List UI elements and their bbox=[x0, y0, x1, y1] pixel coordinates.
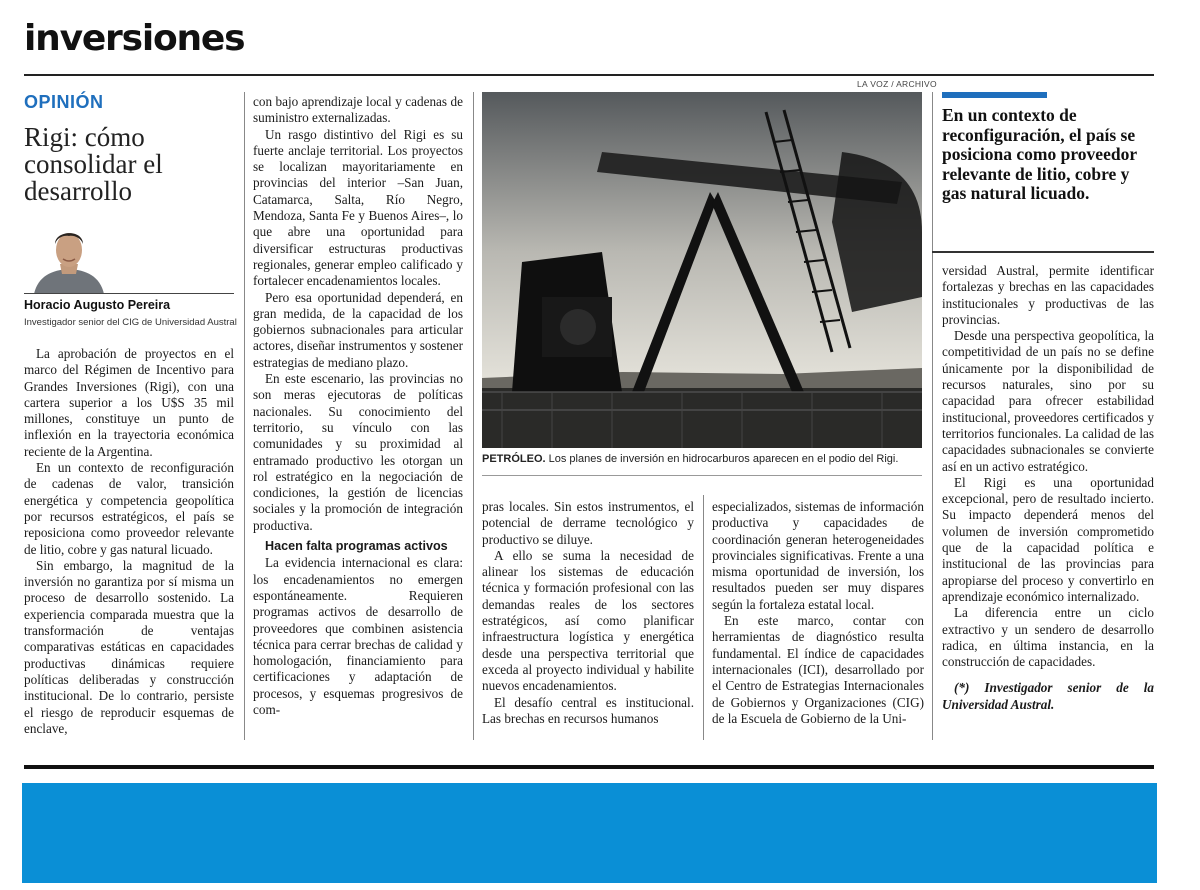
paragraph: En este marco, contar con herramientas de diagnóstico resulta fundamental. El índice de capacidades internacionales (ICI), desarrollado por el Centro de Estrategias Internacionales de Gobiernos y Organizaciones (CIG) de la Escuela de Gobierno de la Uni- bbox=[712, 613, 924, 726]
pullquote: En un contexto de reconfiguración, el país se posiciona como proveedor relevante de litio, cobre y gas natural licuado. bbox=[942, 105, 1137, 203]
paragraph: versidad Austral, permite identificar fortalezas y brechas en las capacidades institucionales y productivas de las provincias. bbox=[942, 263, 1154, 327]
paragraph: Un rasgo distintivo del Rigi es su fuerte anclaje territorial. Los proyectos se localizan mayoritariamente en provincias del interior –San Juan, Catamarca, Salta, Río Negro, Mendoza, Santa Fe y Buenos Aires–, lo que abre una oportunidad para diversificar estructuras productivas regionales, generar empleo calificado y fortalecer encadenamientos locales. bbox=[253, 126, 463, 289]
author-divider bbox=[24, 293, 234, 294]
author-photo bbox=[24, 214, 114, 294]
paragraph: Desde una perspectiva geopolítica, la competitividad de un país no se define únicamente por la disponibilidad de recursos naturales, sino por su capacidad para ofrecer estabilidad institucional, proveedores certificados y territorios funcionales. La calidad de las capacidades subnacionales se convierte así en un activo estratégico. bbox=[942, 328, 1154, 474]
author-role: Investigador senior del CIG de Universidad Austral bbox=[24, 317, 237, 328]
caption-label: PETRÓLEO. bbox=[482, 453, 546, 465]
subheading: Hacen falta programas activos bbox=[265, 539, 448, 554]
article-column-5 bbox=[942, 263, 1154, 713]
paragraph: La diferencia entre un ciclo extractivo y un sendero de desarrollo radica, en última instancia, en la construcción de capacidades. bbox=[942, 605, 1154, 670]
paragraph: Sin embargo, la magnitud de la inversión no garantiza por sí misma un proceso de desarrollo sostenido. La experiencia comparada muestra que la transformación de ventajas comparativas estáticas en capacidades productivas dinámicas requiere políticas deliberadas y construcción institucional. De lo contrario, persiste el riesgo de reproducir esquemas de enclave, bbox=[24, 557, 234, 736]
oil-pumpjack-photo bbox=[482, 92, 922, 448]
photo-caption bbox=[482, 453, 922, 465]
section-title: inversiones bbox=[24, 18, 245, 59]
paragraph: En un contexto de reconfiguración de cadenas de valor, transición energética y competencia geopolítica por recursos estratégicos, el país se reposiciona como proveedor relevante de litio, cobre y gas natural licuado. bbox=[24, 460, 234, 557]
paragraph: La aprobación de proyectos en el marco del Régimen de Incentivo para Grandes Inversiones (Rigi), con una cartera superior a los U$S 35 mil millones, constituye un punto de inflexión en la trayectoria económica reciente de la Argentina. bbox=[24, 346, 234, 459]
column-divider bbox=[244, 92, 245, 740]
advertisement-band bbox=[22, 783, 1157, 883]
article-column-1 bbox=[24, 346, 234, 737]
kicker-label: OPINIÓN bbox=[24, 92, 104, 112]
caption-text: Los planes de inversión en hidrocarburos aparecen en el podio del Rigi. bbox=[545, 453, 899, 465]
paragraph: La evidencia internacional es clara: los encadenamientos no emergen espontáneamente. Requieren programas activos de desarrollo de proveedores que combinen asistencia técnica para cerrar brechas de calidad y homologación, financiamiento para certificaciones y adaptación de procesos, y esquemas progresivos de com- bbox=[253, 555, 463, 717]
bottom-divider bbox=[24, 765, 1154, 769]
paragraph: pras locales. Sin estos instrumentos, el potencial de derrame tecnológico y productivo se diluye. bbox=[482, 499, 694, 547]
top-divider bbox=[24, 74, 1154, 76]
author-footnote: (*) Investigador senior de la Universidad Austral. bbox=[942, 680, 1154, 712]
author-name: Horacio Augusto Pereira bbox=[24, 298, 171, 312]
paragraph: especializados, sistemas de información productiva y capacidades de coordinación generan heterogeneidades provinciales significativas. Frente a una misma oportunidad de inversión, los resultados pueden ser muy dispares según la fortaleza estatal local. bbox=[712, 499, 924, 612]
paragraph: con bajo aprendizaje local y cadenas de suministro externalizadas. bbox=[253, 94, 463, 126]
article-column-4 bbox=[712, 499, 924, 727]
article-headline: Rigi: cómo consolidar el desarrollo bbox=[24, 122, 163, 206]
paragraph: A ello se suma la necesidad de alinear los sistemas de educación técnica y formación profesional con las demandas reales de los sectores estratégicos, así como planificar infraestructura logística y energética desde una perspectiva territorial que exceda al proyecto individual y habilite nuevos encadenamientos. bbox=[482, 547, 694, 694]
column-divider bbox=[932, 92, 933, 740]
column-divider bbox=[473, 92, 474, 740]
paragraph: Pero esa oportunidad dependerá, en gran medida, de la capacidad de los gobiernos subnacionales para articular actores, diseñar instrumentos y sostener estrategias de mediano plazo. bbox=[253, 289, 463, 370]
paragraph: El desafío central es institucional. Las brechas en recursos humanos bbox=[482, 694, 694, 726]
pullquote-accent-bar bbox=[942, 92, 1047, 98]
article-column-2 bbox=[253, 94, 463, 718]
pullquote-divider bbox=[932, 251, 1154, 253]
caption-divider bbox=[482, 475, 922, 476]
paragraph: En este escenario, las provincias no son meras ejecutoras de políticas nacionales. Su conocimiento del territorio, su vínculo con las comunidades y su proximidad al entramado productivo les otorgan un rol estratégico en la negociación de condiciones, la gestión de licencias sociales y la promoción de integración productiva. bbox=[253, 371, 463, 533]
column-divider bbox=[703, 495, 704, 740]
photo-credit: LA VOZ / ARCHIVO bbox=[857, 79, 937, 89]
article-column-3 bbox=[482, 499, 694, 727]
paragraph: El Rigi es una oportunidad excepcional, pero de resultado incierto. Su impacto dependerá menos del volumen de inversión comprometido que de la capacidad política e institucional de las provincias para apropiarse del proceso y convertirlo en aprendizaje económico internalizado. bbox=[942, 474, 1154, 604]
